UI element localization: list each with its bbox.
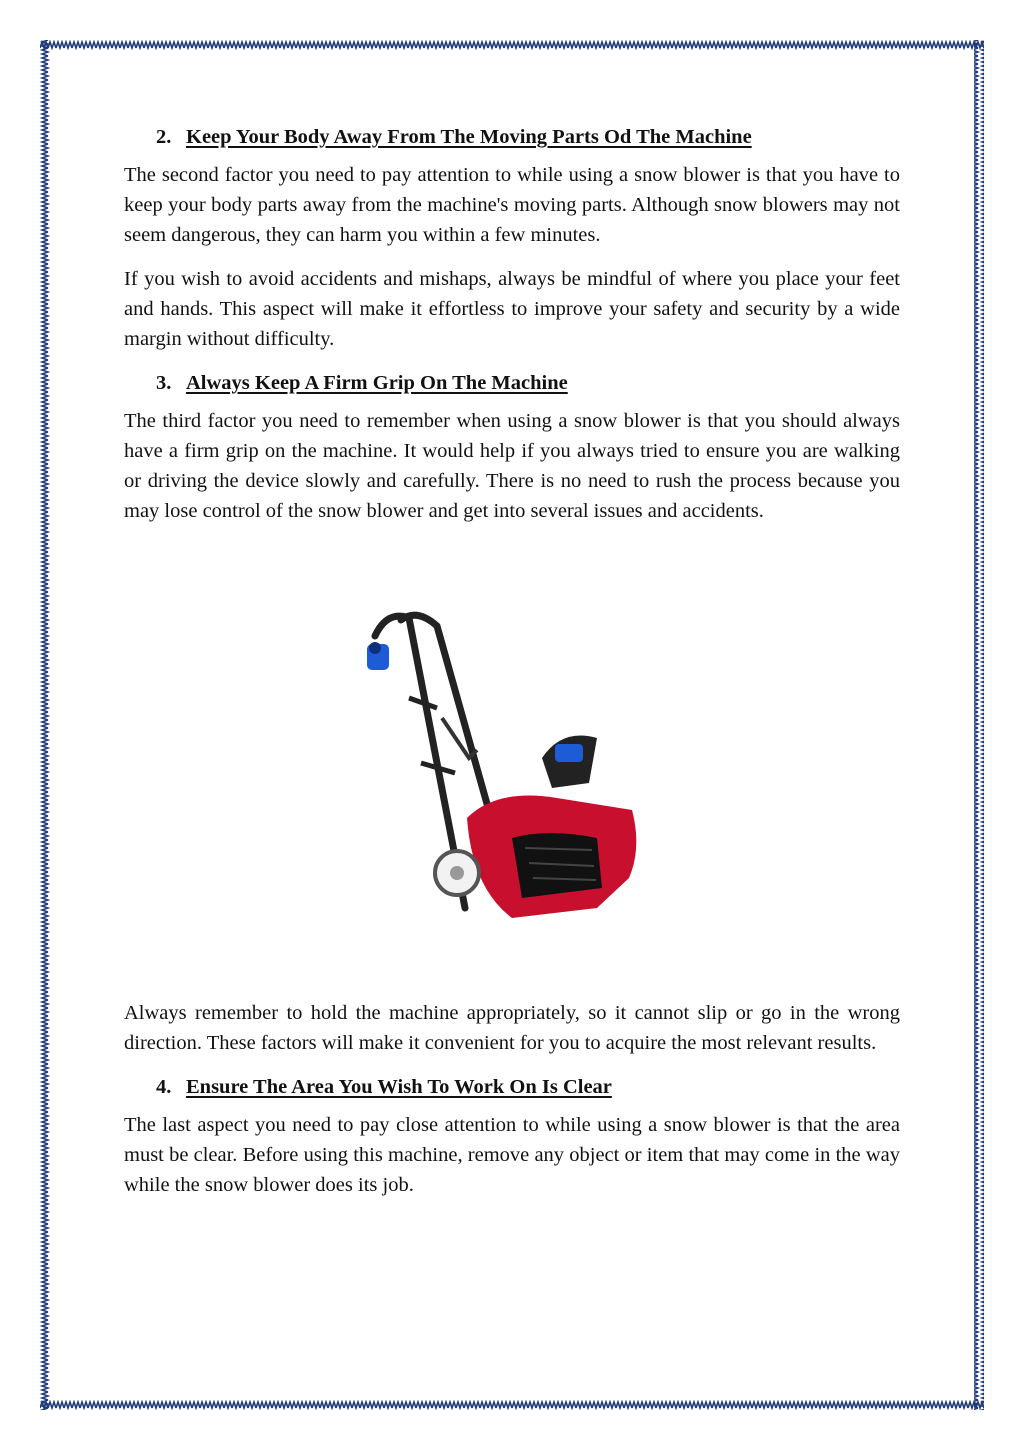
paragraph: The last aspect you need to pay close attention to while using a snow blower is that the area must be clear. Before using this machine, remove any object or item that may come in the way while the snow blower does its job. bbox=[124, 1114, 900, 1196]
section-title: Keep Your Body Away From The Moving Parts Od The Machine bbox=[186, 126, 752, 148]
section-number: 3. bbox=[156, 372, 172, 394]
section-number: 2. bbox=[156, 126, 172, 148]
paragraph: The third factor you need to remember when using a snow blower is that you should always have a firm grip on the machine. It would help if you always tried to ensure you are walking or driving the device slowly and carefully. There is no need to rush the process because you may lose control of the snow blower and get into several issues and accidents. bbox=[124, 410, 900, 522]
snow-blower-image bbox=[297, 548, 727, 978]
paragraph: Always remember to hold the machine appropriately, so it cannot slip or go in the wrong direction. These factors will make it convenient for you to acquire the most relevant results. bbox=[124, 1002, 900, 1054]
section-heading-3 bbox=[156, 368, 900, 398]
section-heading-2 bbox=[156, 122, 900, 152]
paragraph: The second factor you need to pay attention to while using a snow blower is that you have to keep your body parts away from the machine's moving parts. Although snow blowers may not seem dangerous, they can harm you within a few minutes. bbox=[124, 164, 900, 246]
section-title: Ensure The Area You Wish To Work On Is Clear bbox=[186, 1076, 612, 1098]
section-title: Always Keep A Firm Grip On The Machine bbox=[186, 372, 568, 394]
section-number: 4. bbox=[156, 1076, 172, 1098]
paragraph: If you wish to avoid accidents and mishaps, always be mindful of where you place your feet and hands. This aspect will make it effortless to improve your safety and security by a wide margin without difficulty. bbox=[124, 268, 900, 350]
section-heading-4 bbox=[156, 1072, 900, 1102]
document-content bbox=[124, 122, 900, 1214]
